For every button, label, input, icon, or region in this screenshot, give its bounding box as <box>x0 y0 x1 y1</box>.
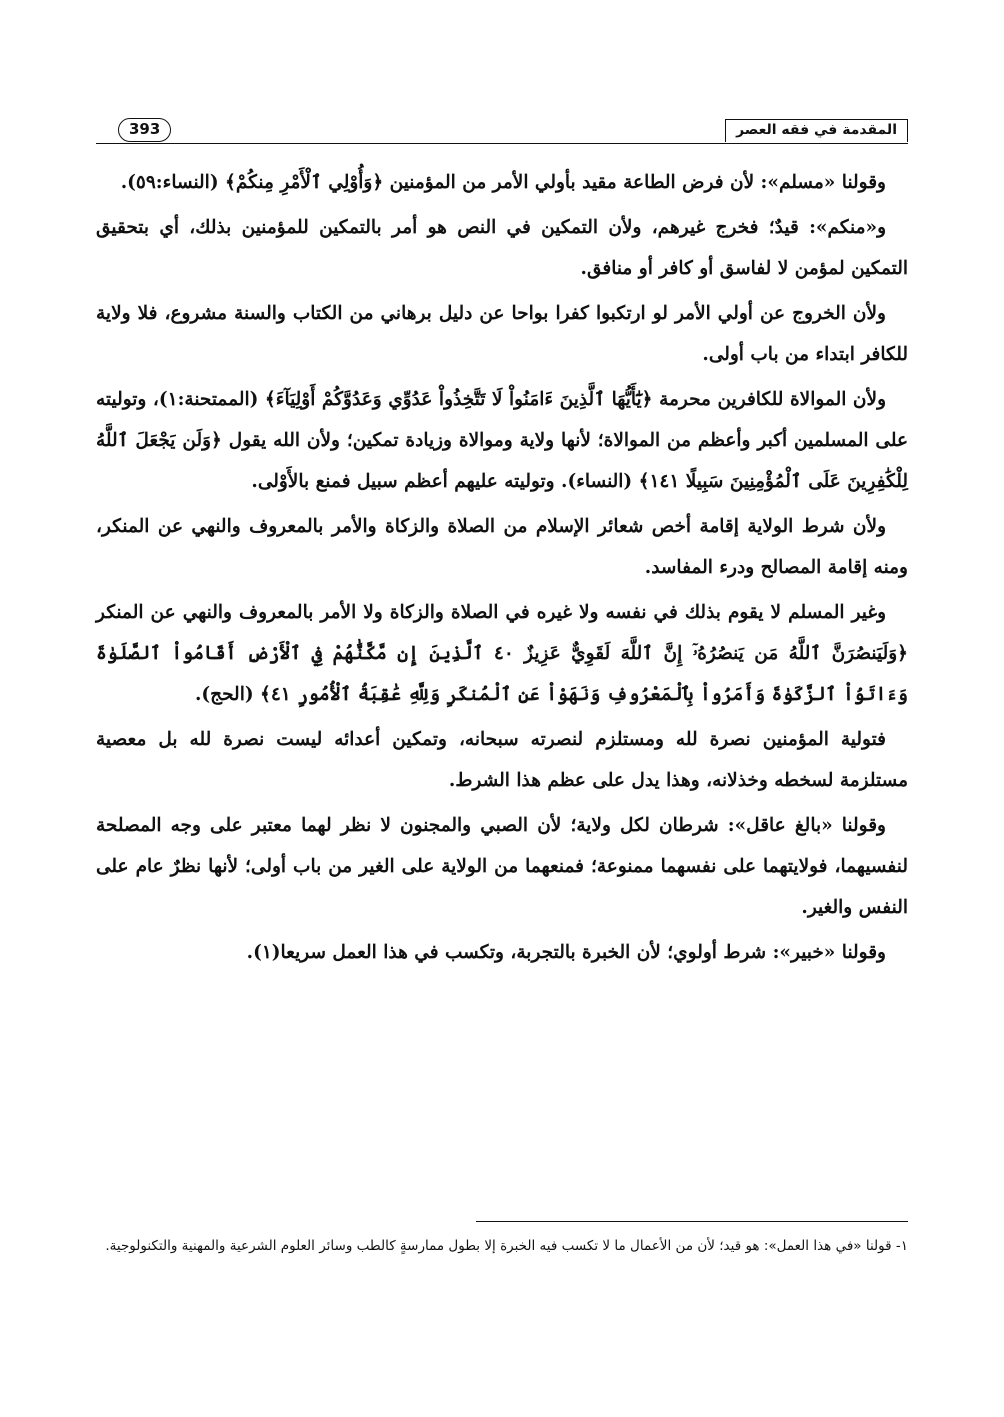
header-rule <box>96 143 908 144</box>
paragraph: فتولية المؤمنين نصرة لله ومستلزم لنصرته سبحانه، وتمكين أعدائه ليست نصرة لله بل معصية مستلزمة لسخطه وخذلانه، وهذا يدل على عظم هذا الشرط. <box>96 729 908 791</box>
paragraph: ولأن الموالاة للكافرين محرمة ﴿يَٰٓأَيُّهَا ٱلَّذِينَ ءَامَنُواْ لَا تَتَّخِذُواْ عَدُوِّي وَعَدُوَّكُمْ أَوْلِيَآءَ﴾ (الممتحنة:١)، وتوليته على المسلمين أكبر وأعظم من الموالاة؛ لأنها ولاية وموالاة وزيادة تمكين؛ ولأن الله يقول ﴿وَلَن يَجْعَلَ ٱللَّهُ لِلْكَٰفِرِينَ عَلَى ٱلْمُؤْمِنِينَ سَبِيلًا ١٤١﴾ (النساء). وتوليته عليهم أعظم سبيل فمنع بالأَوْلى. <box>96 389 908 492</box>
page-number: 393 <box>118 118 171 142</box>
paragraph: وقولنا «بالغ عاقل»: شرطان لكل ولاية؛ لأن الصبي والمجنون لا نظر لهما معتبر على وجه المصلحة لنفسيهما، فولايتهما على نفسهما ممنوعة؛ فمنعهما من الولاية على الغير من باب أولى؛ لأنها نظرٌ عام على النفس والغير. <box>96 815 908 918</box>
main-text <box>96 162 908 977</box>
paragraph: ولأن الخروج عن أولي الأمر لو ارتكبوا كفرا بواحا عن دليل برهاني من الكتاب والسنة مشروع، فلا ولاية للكافر ابتداء من باب أولى. <box>96 303 908 365</box>
paragraph: وقولنا «خبير»: شرط أولوي؛ لأن الخبرة بالتجربة، وتكسب في هذا العمل سريعا(١). <box>246 942 886 963</box>
page-header <box>96 118 908 144</box>
footnote: ١- قولنا «في هذا العمل»: هو قيد؛ لأن من الأعمال ما لا تكسب فيه الخبرة إلا بطول ممارسةٍ كالطب وسائر العلوم الشرعية والمهنية والتكنولوجية. <box>105 1238 908 1254</box>
paragraph: وقولنا «مسلم»: لأن فرض الطاعة مقيد بأولي الأمر من المؤمنين ﴿وَأُوْلِي ٱلْأَمْرِ مِنكُمْ﴾ (النساء:٥٩). <box>120 172 886 193</box>
paragraph: و«منكم»: قيدٌ؛ فخرج غيرهم، ولأن التمكين في النص هو أمر بالتمكين للمؤمنين بذلك، أي بتحقيق التمكين لمؤمن لا لفاسق أو كافر أو منافق. <box>96 217 908 279</box>
paragraph: وغير المسلم لا يقوم بذلك في نفسه ولا غيره في الصلاة والزكاة ولا الأمر بالمعروف والنهي عن المنكر ﴿وَلَيَنصُرَنَّ ٱللَّهُ مَن يَنصُرُهُۥٓ إِنَّ ٱللَّهَ لَقَوِيٌّ عَزِيزٌ ٤٠ ٱلَّذِينَ إِن مَّكَّنَّٰهُمْ فِي ٱلْأَرْضِ أَقَامُواْ ٱلصَّلَوٰةَ وَءَاتَوُاْ ٱلزَّكَوٰةَ وَأَمَرُواْ بِٱلْمَعْرُوفِ وَنَهَوْاْ عَنِ ٱلْمُنكَرِ وَلِلَّهِ عَٰقِبَةُ ٱلْأُمُورِ ٤١﴾ (الحج). <box>96 602 909 705</box>
book-title: المقدمة في فقه العصر <box>725 119 908 142</box>
footnote-rule <box>476 1221 908 1222</box>
paragraph: ولأن شرط الولاية إقامة أخص شعائر الإسلام من الصلاة والزكاة والأمر بالمعروف والنهي عن المنكر، ومنه إقامة المصالح ودرء المفاسد. <box>96 516 908 578</box>
